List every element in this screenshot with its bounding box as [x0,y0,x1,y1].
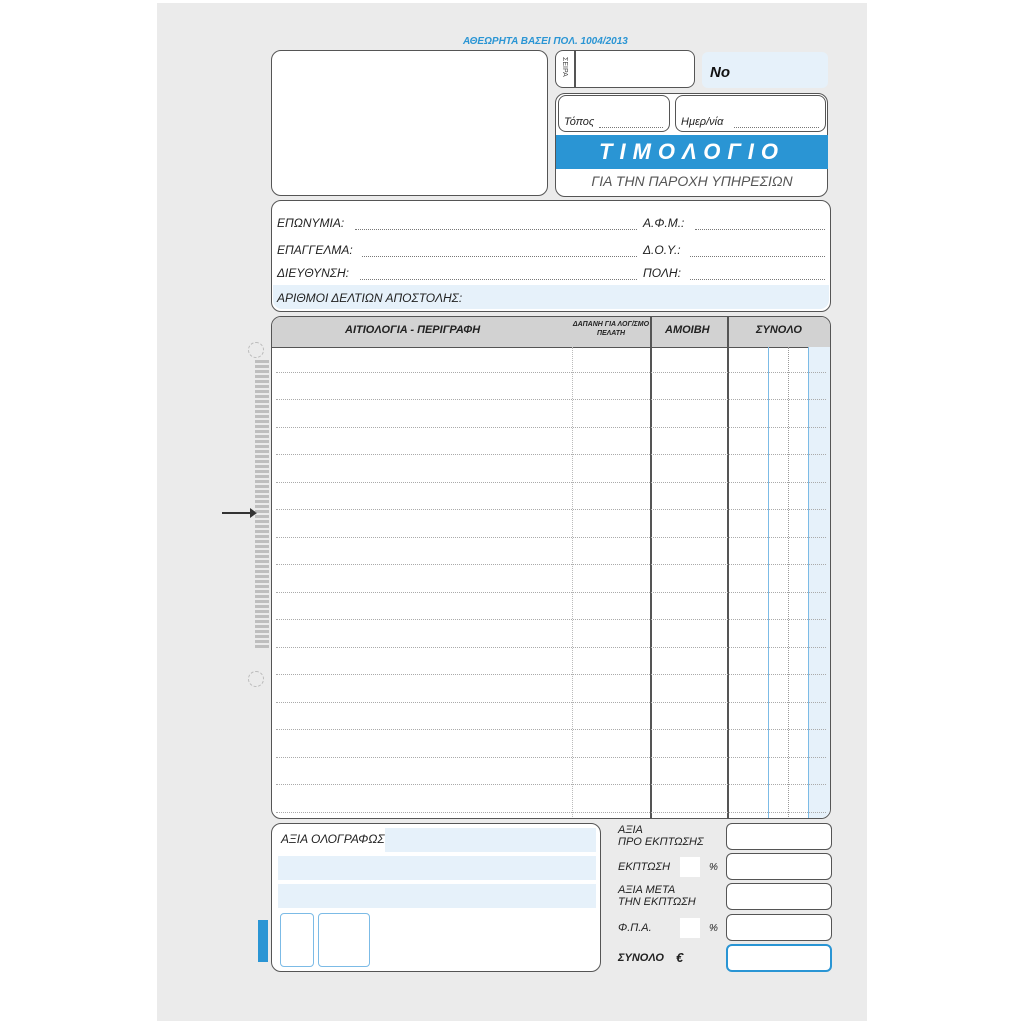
number-box[interactable] [702,52,828,88]
item-row[interactable] [276,674,826,675]
item-row[interactable] [276,372,826,373]
vat-percent-field[interactable] [680,918,700,938]
company-name-field[interactable] [355,229,637,230]
publisher-logo [258,920,268,962]
place-label: Τόπος [564,116,595,128]
discount-label: ΕΚΠΤΩΣΗ [618,861,671,873]
grand-total-field[interactable] [726,944,832,972]
item-row[interactable] [276,537,826,538]
vat-label: Φ.Π.Α. [618,922,652,934]
amount-words-line-3[interactable] [278,884,596,908]
printer-note [255,360,269,650]
tax-office-field[interactable] [690,256,825,257]
discount-percent-sign: % [709,862,718,873]
profession-label: ΕΠΑΓΓΕΛΜΑ: [277,243,353,257]
item-row[interactable] [276,729,826,730]
issuer-box[interactable] [271,50,548,196]
item-row[interactable] [276,509,826,510]
punch-hole-bottom [248,671,264,687]
address-label: ΔΙΕΥΘΥΝΣΗ: [277,266,349,280]
item-rows[interactable] [276,346,826,814]
tax-id-label: Α.Φ.Μ.: [643,216,685,230]
address-field[interactable] [360,279,637,280]
date-label: Ημερ/νία [681,116,724,128]
profession-field[interactable] [362,256,637,257]
amount-words-line-1[interactable] [385,828,596,852]
item-row[interactable] [276,702,826,703]
grand-total-label: ΣΥΝΟΛΟ [618,952,664,964]
item-row[interactable] [276,812,826,813]
serial-box[interactable] [555,50,695,88]
item-row[interactable] [276,619,826,620]
item-row[interactable] [276,784,826,785]
place-field[interactable] [558,95,670,132]
value-before-discount-field[interactable] [726,823,832,850]
description-header: ΑΙΤΙΟΛΟΓΙΑ - ΠΕΡΙΓΡΑΦΗ [345,324,481,336]
tax-id-field[interactable] [695,229,825,230]
item-row[interactable] [276,564,826,565]
company-name-label: ΕΠΩΝΥΜΙΑ: [277,216,345,230]
item-row[interactable] [276,647,826,648]
vat-field[interactable] [726,914,832,941]
value-after-discount-label: ΑΞΙΑ ΜΕΤΑ ΤΗΝ ΕΚΠΤΩΣΗ [618,884,696,908]
delivery-notes-label: ΑΡΙΘΜΟΙ ΔΕΛΤΙΩΝ ΑΠΟΣΤΟΛΗΣ: [277,291,463,305]
item-row[interactable] [276,482,826,483]
serial-label: ΣΕΙΡΑ [561,57,568,77]
number-label: No [710,64,730,81]
exemption-note: ΑΘΕΩΡΗΤΑ ΒΑΣΕΙ ΠΟΛ. 1004/2013 [463,36,628,47]
fee-header: ΑΜΟΙΒΗ [665,324,710,336]
customer-expense-header: ΔΑΠΑΝΗ ΓΙΑ ΛΟΓ/ΣΜΟ ΠΕΛΑΤΗ [572,321,650,337]
discount-field[interactable] [726,853,832,880]
item-row[interactable] [276,454,826,455]
date-field[interactable] [675,95,826,132]
delivery-notes-row[interactable] [273,285,829,309]
stamp-box-2 [318,913,370,967]
city-field[interactable] [690,279,825,280]
item-row[interactable] [276,427,826,428]
euro-sign: € [676,950,684,965]
amount-words-line-2[interactable] [278,856,596,880]
discount-percent-field[interactable] [680,857,700,877]
value-before-discount-label: ΑΞΙΑ ΠΡΟ ΕΚΠΤΩΣΗΣ [618,824,704,848]
stamp-box-1 [280,913,314,967]
city-label: ΠΟΛΗ: [643,266,681,280]
value-after-discount-field[interactable] [726,883,832,910]
document-title-text: ΤΙΜΟΛΟΓΙΟ [599,139,785,164]
document-title [556,135,828,169]
tax-office-label: Δ.Ο.Υ.: [643,243,681,257]
item-row[interactable] [276,399,826,400]
item-row[interactable] [276,592,826,593]
punch-hole-top [248,342,264,358]
amount-words-label: ΑΞΙΑ ΟΛΟΓΡΑΦΩΣ [281,832,385,846]
total-header: ΣΥΝΟΛΟ [756,324,802,336]
vat-percent-sign: % [709,923,718,934]
item-row[interactable] [276,757,826,758]
document-subtitle: ΓΙΑ ΤΗΝ ΠΑΡΟΧΗ ΥΠΗΡΕΣΙΩΝ [591,173,793,189]
